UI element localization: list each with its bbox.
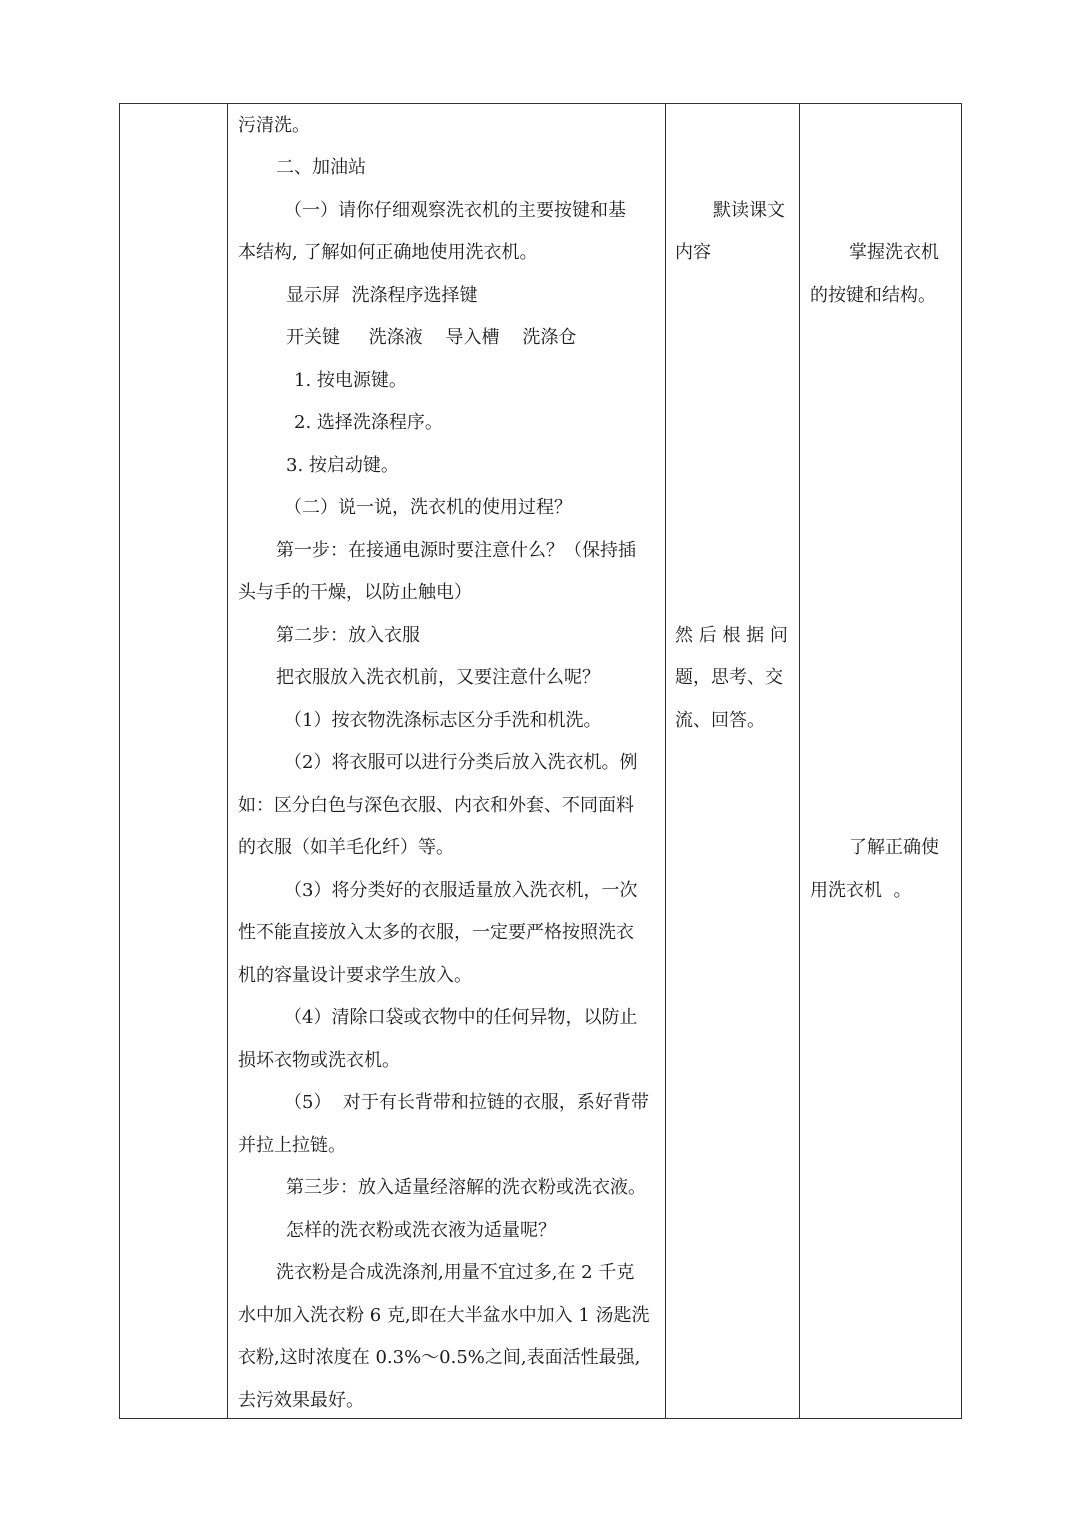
content-line: （一）请你仔细观察洗衣机的主要按键和基 [284,200,626,221]
content-line: 损坏衣物或洗衣机。 [238,1050,400,1071]
content-line: 怎样的洗衣粉或洗衣液为适量呢？ [286,1220,556,1241]
content-line: （1）按衣物洗涤标志区分手洗和机洗。 [284,710,602,731]
activity-line: 内容 [675,242,711,263]
content-line: 如：区分白色与深色衣服、内衣和外套、不同面料 [238,795,634,816]
content-line: 的衣服（如羊毛化纤）等。 [238,837,454,858]
content-line: 第三步：放入适量经溶解的洗衣粉或洗衣液。 [286,1177,646,1198]
content-line: 本结构, 了解如何正确地使用洗衣机。 [238,242,538,263]
content-line: 显示屏 洗涤程序选择键 [286,285,478,306]
content-line: 1. 按电源键。 [294,370,407,391]
goal-line: 的按键和结构。 [810,285,936,306]
activity-line: 然 后 根 据 问 [675,625,788,646]
content-line: 第一步：在接通电源时要注意什么？（保持插 [276,540,636,561]
content-line: 污清洗。 [238,115,310,136]
goal-line: 了解正确使 [849,837,939,858]
content-line: 第二步：放入衣服 [276,625,420,646]
content-line: 并拉上拉链。 [238,1135,346,1156]
activity-line: 题，思考、交 [675,667,783,688]
column-divider-3 [799,104,800,1418]
content-line: （5） 对于有长背带和拉链的衣服，系好背带 [284,1092,649,1113]
content-line: （二）说一说，洗衣机的使用过程？ [284,497,572,518]
activity-line: 默读课文 [713,200,785,221]
content-line: 3. 按启动键。 [286,455,399,476]
goal-line: 掌握洗衣机 [849,242,939,263]
column-divider-1 [227,104,228,1418]
content-line: 洗衣粉是合成洗涤剂,用量不宜过多,在 2 千克 [276,1262,635,1283]
content-line: 性不能直接放入太多的衣服，一定要严格按照洗衣 [238,922,634,943]
content-line: 水中加入洗衣粉 6 克,即在大半盆水中加入 1 汤匙洗 [238,1305,650,1326]
content-line: 去污效果最好。 [238,1390,364,1411]
content-line: 机的容量设计要求学生放入。 [238,965,472,986]
content-line: 把衣服放入洗衣机前，又要注意什么呢？ [276,667,600,688]
content-line: 2. 选择洗涤程序。 [294,412,443,433]
goal-line: 用洗衣机 。 [810,880,912,901]
content-line: 衣粉,这时浓度在 0.3%～0.5%之间,表面活性最强, [238,1347,641,1368]
content-line: 头与手的干燥，以防止触电） [238,582,472,603]
content-line: （4）清除口袋或衣物中的任何异物，以防止 [284,1007,638,1028]
column-divider-2 [665,104,666,1418]
content-line: 开关键 洗涤液 导入槽 洗涤仓 [286,327,577,348]
section-heading: 二、加油站 [276,157,366,178]
activity-line: 流、回答。 [675,710,765,731]
content-line: （2）将衣服可以进行分类后放入洗衣机。例 [284,752,638,773]
content-line: （3）将分类好的衣服适量放入洗衣机，一次 [284,880,638,901]
